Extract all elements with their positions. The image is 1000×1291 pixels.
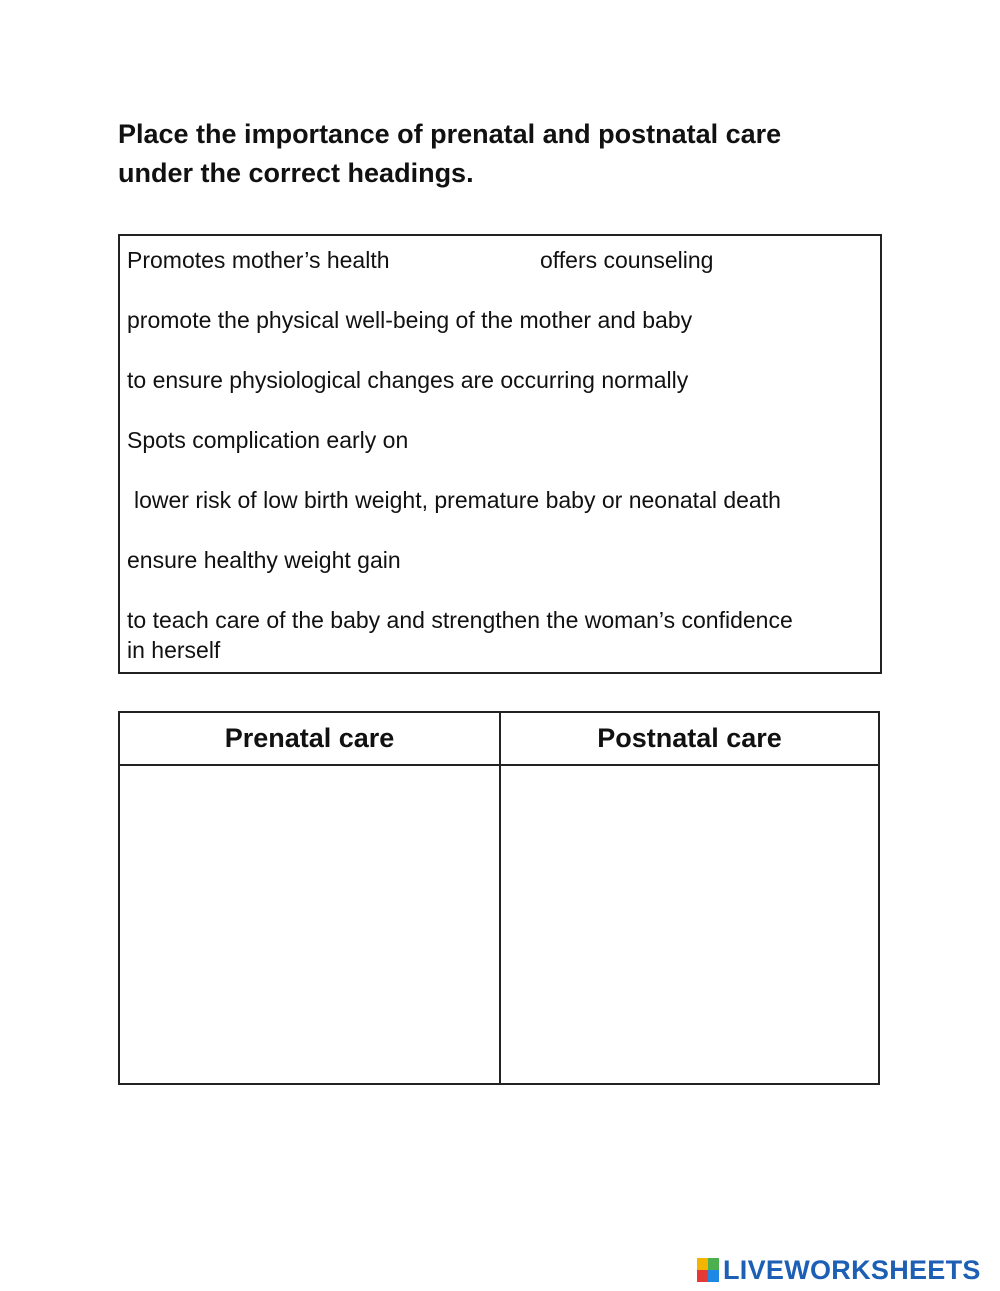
logo-block bbox=[708, 1270, 719, 1282]
postnatal-drop-zone[interactable] bbox=[501, 766, 878, 1083]
liveworksheets-logo bbox=[697, 1255, 981, 1285]
postnatal-header: Postnatal care bbox=[597, 723, 782, 753]
logo-block bbox=[697, 1258, 708, 1270]
word-bank-item[interactable]: offers counseling bbox=[540, 247, 714, 273]
word-bank-item[interactable]: lower risk of low birth weight, premature baby or neonatal death bbox=[134, 487, 781, 513]
word-bank-box bbox=[118, 234, 882, 674]
word-bank-item[interactable]: to teach care of the baby and strengthen the woman’s confidence in herself bbox=[127, 607, 793, 663]
liveworksheets-brand: LIVEWORKSHEETS bbox=[723, 1254, 981, 1285]
logo-block bbox=[708, 1258, 719, 1270]
word-bank-item[interactable]: ensure healthy weight gain bbox=[127, 547, 401, 573]
sort-table bbox=[118, 711, 880, 1085]
instructions-line-1: Place the importance of prenatal and postnatal care bbox=[118, 119, 782, 149]
instructions-title bbox=[118, 115, 898, 193]
instructions-line-2: under the correct headings. bbox=[118, 158, 474, 188]
word-bank-item[interactable]: promote the physical well-being of the mother and baby bbox=[127, 307, 693, 333]
liveworksheets-logo-icon bbox=[697, 1258, 719, 1282]
logo-block bbox=[697, 1270, 708, 1282]
word-bank-item[interactable]: to ensure physiological changes are occurring normally bbox=[127, 367, 689, 393]
word-bank-item[interactable]: Promotes mother’s health bbox=[127, 247, 390, 273]
prenatal-drop-zone[interactable] bbox=[120, 766, 499, 1083]
word-bank-item[interactable]: Spots complication early on bbox=[127, 427, 409, 453]
prenatal-header: Prenatal care bbox=[224, 723, 395, 753]
